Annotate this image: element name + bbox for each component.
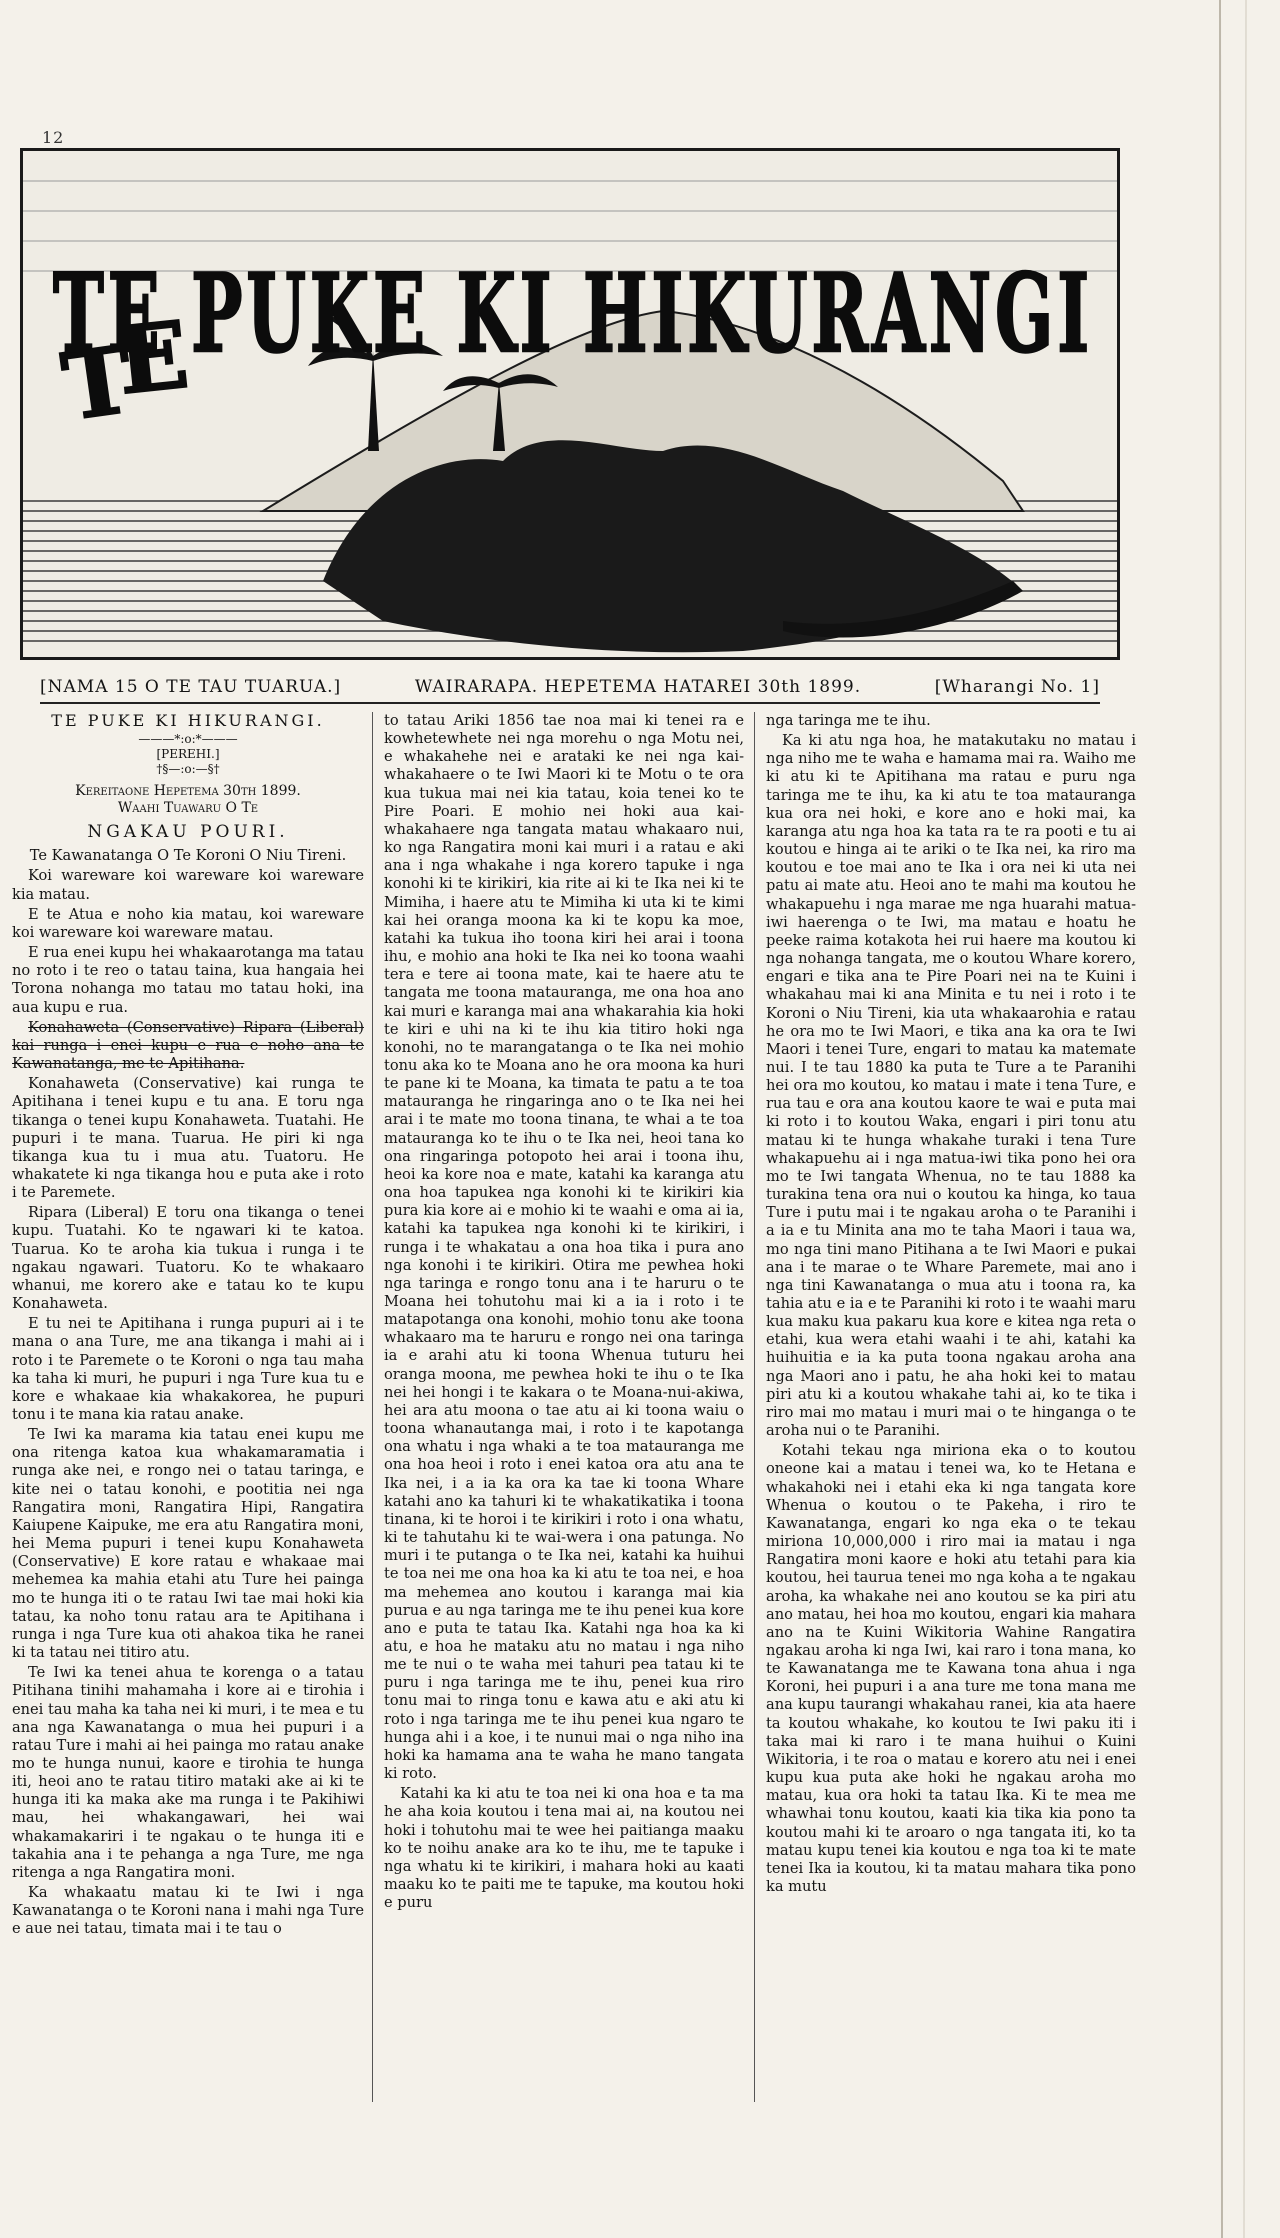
paragraph: Te Iwi ka marama kia tatau enei kupu me ona ritenga katoa kua whakamaramatia i runga ake nei, e rongo nei o tatau taringa, e kite nei o tatau konohi, e pootitia nei nga Rangatira moni, Rangatira Hipi, Rangatira Kaiupene Kaipuke, me era atu Rangatira moni, hei Mema pupuri i tenei kupu Konahaweta (Conservative) E kore ratau e whakaae mai mehemea ka mahia etahi atu Ture hei painga mo te hunga iti o te ratau Iwi tae mai hoki kia tatau, ka noho tonu ratau ara te Apitihana i runga i nga Ture kua oti ahakoa tika he ranei ki ta tatau nei titiro atu. <box>12 1426 364 1662</box>
column-rule <box>372 712 373 2102</box>
page-number: 12 <box>42 128 65 147</box>
column-1 <box>12 712 364 2212</box>
paragraph: to tatau Ariki 1856 tae noa mai ki tenei ra e kowhetewhete nei nga morehu o nga Motu nei, e whakahehe nei e arataki ke nei nga kai-whakahaere o te Iwi Maori ki te Motu o te ora kua tukua mai nei kia tatau, koia tenei ko te Pire Poari. E mohio nei hoki aua kai-whakahaere nga tangata matau whakaaro nui, ko nga Rangatira moni kai muri i a ratau e aki ana i nga whakahe i nga korero tapuke i nga konohi ki te kirikiri, kia rite ai ki te Ika nei ki te Mimiha, i haere atu te Mimiha ki uta ki te kimi kai hei oranga moona ka ki te kopu ka moe, katahi ka tukua iho toona kiri hei arai i toona ihu, e mohio ana hoki te Ika nei ko toona waahi tera e tere ai toona mate, kai te haere atu te tangata me toona matauranga, me ona hoa ano kai muri e karanga mai ana whakarahia kia hoki te kiri e uhi na ki te ihu kia titiro hoki nga konohi, no te marangatanga o te Ika nei mohio tonu aka ko te Moana ano he ora moona ka huri te pane ki te Moana, ka timata te patu a te toa matauranga he ringaringa ano o te Ika nei hei arai i te mate mo toona tinana, te whai a te toa matauranga ko te ihu o te Ika nei, heoi tana ko ona ringaringa potopoto hei arai i toona ihu, heoi ka kore noa e mate, katahi ka karanga atu ona hoa tapukea nga konohi ki te kirikiri kia pura kia kore ai e mohio ki te waahi e oma ai ia, katahi ka tapukea nga konohi ki te kirikiri, i runga i te whakatau a ona hoa tika i pura ano nga konohi i te kirikiri. Otira me pewhea hoki nga taringa e rongo tonu ana i te haruru o te Moana hei tohutohu mai ki a ia i roto i te matapotanga ona konohi, mohio tonu ake toona whakaaro ma te haruru e rongo nei ona taringa ia e arahi atu ki toona Whenua tuturu hei oranga moona, me pewhea hoki te ihu o te Ika nei hei hongi i te kakara o te Moana-nui-akiwa, hei ara atu moona o tae atu ai ki toona waiu o toona whanautanga mai, i roto i te kapotanga ona whatu i nga whaki a te toa matauranga me ona hoa heoi i roto i enei katoa ora atu ana te Ika nei, i a ia ka ora ka tae ki toona Whare katahi ano ka tahuri ki te whakatikatika i toona tinana, ki te horoi i te kirikiri i roto i ona whatu, ki te tahutahu ki te wai-wera i ona patunga. No muri i te putanga o te Ika nei, katahi ka huihui te toa nei me ona hoa ka ki atu te toa nei, e hoa ma mehemea ano koutou i karanga mai kia purua e au nga taringa me te ihu penei kua kore ano e puta te tatau Ika. Katahi nga hoa ka ki atu, e hoa he mataku atu no matau i nga niho me te nui o te waha mei tahuri pea tatau ki te puru i nga taringa me te ihu, penei kua riro tonu mai to ringa tonu e kawa atu e aki atu ki roto i nga taringa me te ihu penei kua ngaro te hunga ahi i a koe, i te nunui mai o nga niho ina hoki ka hamama ana te waha he mano tangata ki roto. <box>384 712 744 1783</box>
paragraph: E te Atua e noho kia matau, koi wareware koi wareware koi wareware matau. <box>12 905 364 941</box>
paragraph: Konahaweta (Conservative) kai runga te Apitihana i tenei kupu e tu ana. E toru nga tikanga o tenei kupu Konahaweta. Tuatahi. He pupuri i te mana. Tuarua. He piri ki nga tikanga kua tu i mua atu. Tuatoru. He whakatete ki nga tikanga hou e puta ake i roto i te Paremete. <box>12 1075 364 1202</box>
section-subtitle: Te Kawanatanga O Te Koroni O Niu Tireni. <box>29 847 347 865</box>
column-2 <box>384 712 744 2212</box>
dateline-bar <box>40 672 1100 704</box>
section-heading: NGAKAU POURI. <box>87 822 289 843</box>
issue-number: [NAMA 15 O TE TAU TUARUA.] <box>40 677 342 697</box>
date-line: Waahi Tuawaru O Te <box>117 800 259 817</box>
column-title: TE PUKE KI HIKURANGI. <box>51 712 325 730</box>
masthead-engraving <box>20 148 1120 660</box>
paragraph: Ka whakaatu matau ki te Iwi i nga Kawanatanga o te Koroni nana i mahi nga Ture e aue nei tatau, timata mai i te tau o <box>12 1884 364 1938</box>
date-line: Kereitaone Hepetema 30th 1899. <box>75 783 301 800</box>
paragraph: Koi wareware koi wareware koi wareware kia matau. <box>12 867 364 903</box>
masthead-illustration <box>23 151 1120 660</box>
masthead-letter: T <box>56 325 140 442</box>
paragraph: Konahaweta (Conservative) Ripara (Liberal) kai runga i enei kupu e rua e noho ana te Kawanatanga, me te Apitihana. <box>12 1018 364 1073</box>
paragraph: Katahi ka ki atu te toa nei ki ona hoa e ta ma he aha koia koutou i tena mai ai, na koutou nei hoki i tohutohu mai te wee hei paitianga maaku ko te noihu anake ara ko te ihu, me te tapuke i nga whatu ki te kirikiri, i mahara hoki au kaati maaku ko te paiti me te tapuke, ma koutou hoki e puru <box>384 1785 744 1912</box>
paragraph: E tu nei te Apitihana i runga pupuri ai i te mana o ana Ture, me ana tikanga i mahi ai i roto i te Paremete o te Koroni o nga tau maha ka taha ki muri, he pupuri i nga Ture kua tu e kore e whakaae kia whakakorea, he pupuri tonu i te mana kia ratau anake. <box>12 1315 364 1423</box>
scan-edge <box>1160 0 1280 2238</box>
paragraph: Ka ki atu nga hoa, he matakutaku no matau i nga niho me te waha e hamama mai ra. Waiho me ki atu ki te Apitihana ma ratau e puru nga taringa me te ihu, ka ki atu te toa matauranga kua ora nei hoki, e kore ano e hoki mai, ka karanga atu nga hoa ka tata ra te ra pooti e tu ai koutou e hinga ai te ariki o te Ika nei, ka riro ma koutou e toe mai ano te Ika i ora nei ki uta nei patu ai mate atu. Heoi ano te mahi ma koutou he whakapuehu i nga marae me nga huarahi matua-iwi haerenga o te Iwi, ma matau e hoatu he peeke raima kotakota hei rui haere ma koutou ki nga nohanga tangata, me o koutou Whare korero, engari e tika ana te Pire Poari nei na te Kuini i whakahau mai ki ana Minita e tu nei i roto i te Koroni o Niu Tireni, kia uta whakaarohia e ratau he ora mo te Iwi Maori, e tika ana ka ora te Iwi Maori i tenei Ture, engari to matau ka matemate nui. I te tau 1880 ka puta te Ture a te Paranihi hei ora mo koutou, ko matau i mate i tena Ture, e rua tau e ora ana koutou kaore te wai e puta mai ki roto i to koutou Waka, engari i piri tonu atu matau ki te hunga whakahe turaki i tena Ture whakapuehu ai i nga matua-iwi tika pono hei ora mo te Iwi tangata Whenua, no te tau 1888 ka turakina tena ora nui o koutou ka hinga, ko taua Ture i putu mai i te ngakau aroha o te Paranihi i a ia e tu Minita ana mo te taha Maori i taua wa, mo nga tini mano Pitihana a te Iwi Maori e pukai ana i te marae o te Whare Paremete, mai ano i nga tini Kawanatanga o mua atu i toona ra, ka tahia atu e ia e te Paranihi ki roto i te waahi maru kua maku kua pakaru kua kore e kitea nga reta o etahi, kua wera etahi waahi i te ahi, katahi ka huihuitia e ia ka puta toona ngakau aroha ana nga Maori ano i patu, he aha hoki kei to matau piri atu ki a koutou whakahe tahi ai, ko te tika i riro mai mo matau i muri mai o te hinganga o te aroha nui o te Paranihi. <box>766 732 1136 1440</box>
column-3 <box>766 712 1136 2212</box>
page-label: [Wharangi No. 1] <box>934 677 1100 697</box>
column-rule <box>754 712 755 2102</box>
paragraph: nga taringa me te ihu. <box>766 712 931 729</box>
paragraph: Te Iwi ka tenei ahua te korenga o a tatau Pitihana tinihi mahamaha i kore ai e tirohia i enei tau maha ka taha nei ki muri, i te mea e tu ana nga Kawanatanga o mua hei pupuri i a ratau Ture i mahi ai hei painga mo ratau anake mo te hunga nunui, kaore e tirohia te hunga iti, heoi ano te ratau titiro mataki ake ai ki te hunga iti ka maka ake ma runga i te Pakihiwi mau, hei whakangawari, hei wai whakamakariri i te ngakau o te hunga iti e takahia ana i te pehanga a nga Ture, me nga ritenga a nga Rangatira moni. <box>12 1664 364 1881</box>
place-date: WAIRARAPA. HEPETEMA HATAREI 30th 1899. <box>414 677 862 697</box>
svg-text:E: E <box>112 300 194 416</box>
paragraph: Ripara (Liberal) E toru ona tikanga o tenei kupu. Tuatahi. Ko te ngawari ki te katoa. Tuarua. Ko te aroha kia tukua i runga i te ngakau ngawari. Tuatoru. Ko te whakaaro whanui, me korero ake e tatau ko te kupu Konahaweta. <box>12 1204 364 1313</box>
ornament: ———*:o:*——— <box>138 732 238 747</box>
paragraph: E rua enei kupu hei whakaarotanga ma tatau no roto i te reo o tatau taina, kua hangaia hei Torona nohanga mo tatau mo tatau hoki, ina aua kupu e rua. <box>12 944 364 1016</box>
bracket-label: [PEREHI.] <box>156 747 220 762</box>
ornament: †§—:o:—§† <box>156 762 220 777</box>
paragraph: Kotahi tekau nga miriona eka o to koutou oneone kai a matau i tenei wa, ko te Hetana e whakahoki nei i etahi eka ki nga tangata kore Whenua o koutou o te Pakeha, i riro te Kawanatanga, engari ko nga eka o te tekau miriona 10,000,000 i riro mai ia matau i nga Rangatira moni kaore e hoki atu tetahi para kia koutou, hei taurua tenei mo nga koha a te ngakau aroha, ka whakahe nei ano koutou se ka piri atu ano matau, hei hoa mo koutou, engari kia mahara ano na te Kuini Wikitoria Wahine Rangatira ngakau aroha ki nga Iwi, kai raro i tona mana, ko te Kawanatanga me te Kawana tona ahua i nga Koroni, hei pupuri i a ana ture me tona mana me ana kupu taurangi whakahau ranei, kia ata haere ta koutou whakahe, ko koutou te Iwi paku iti i taka mai ki raro i te mana huihui o Kuini Wikitoria, i te roa o matau e korero atu nei i enei kupu kua puta ake hoki he ngakau aroha mo matau, kua ora hoki ta tatau Ika. Ki te mea me whawhai tonu koutou, kaati kia tika kia pono ta koutou mahi ki te aroaro o nga tangata iti, ko ta matau kupu tenei kia koutou e nga toa ki te mate tenei Ika ia koutou, ki ta matau mahara tika pono ka mutu <box>766 1442 1136 1895</box>
masthead-title: TE PUKE KI HIKURANGI <box>53 251 1093 377</box>
